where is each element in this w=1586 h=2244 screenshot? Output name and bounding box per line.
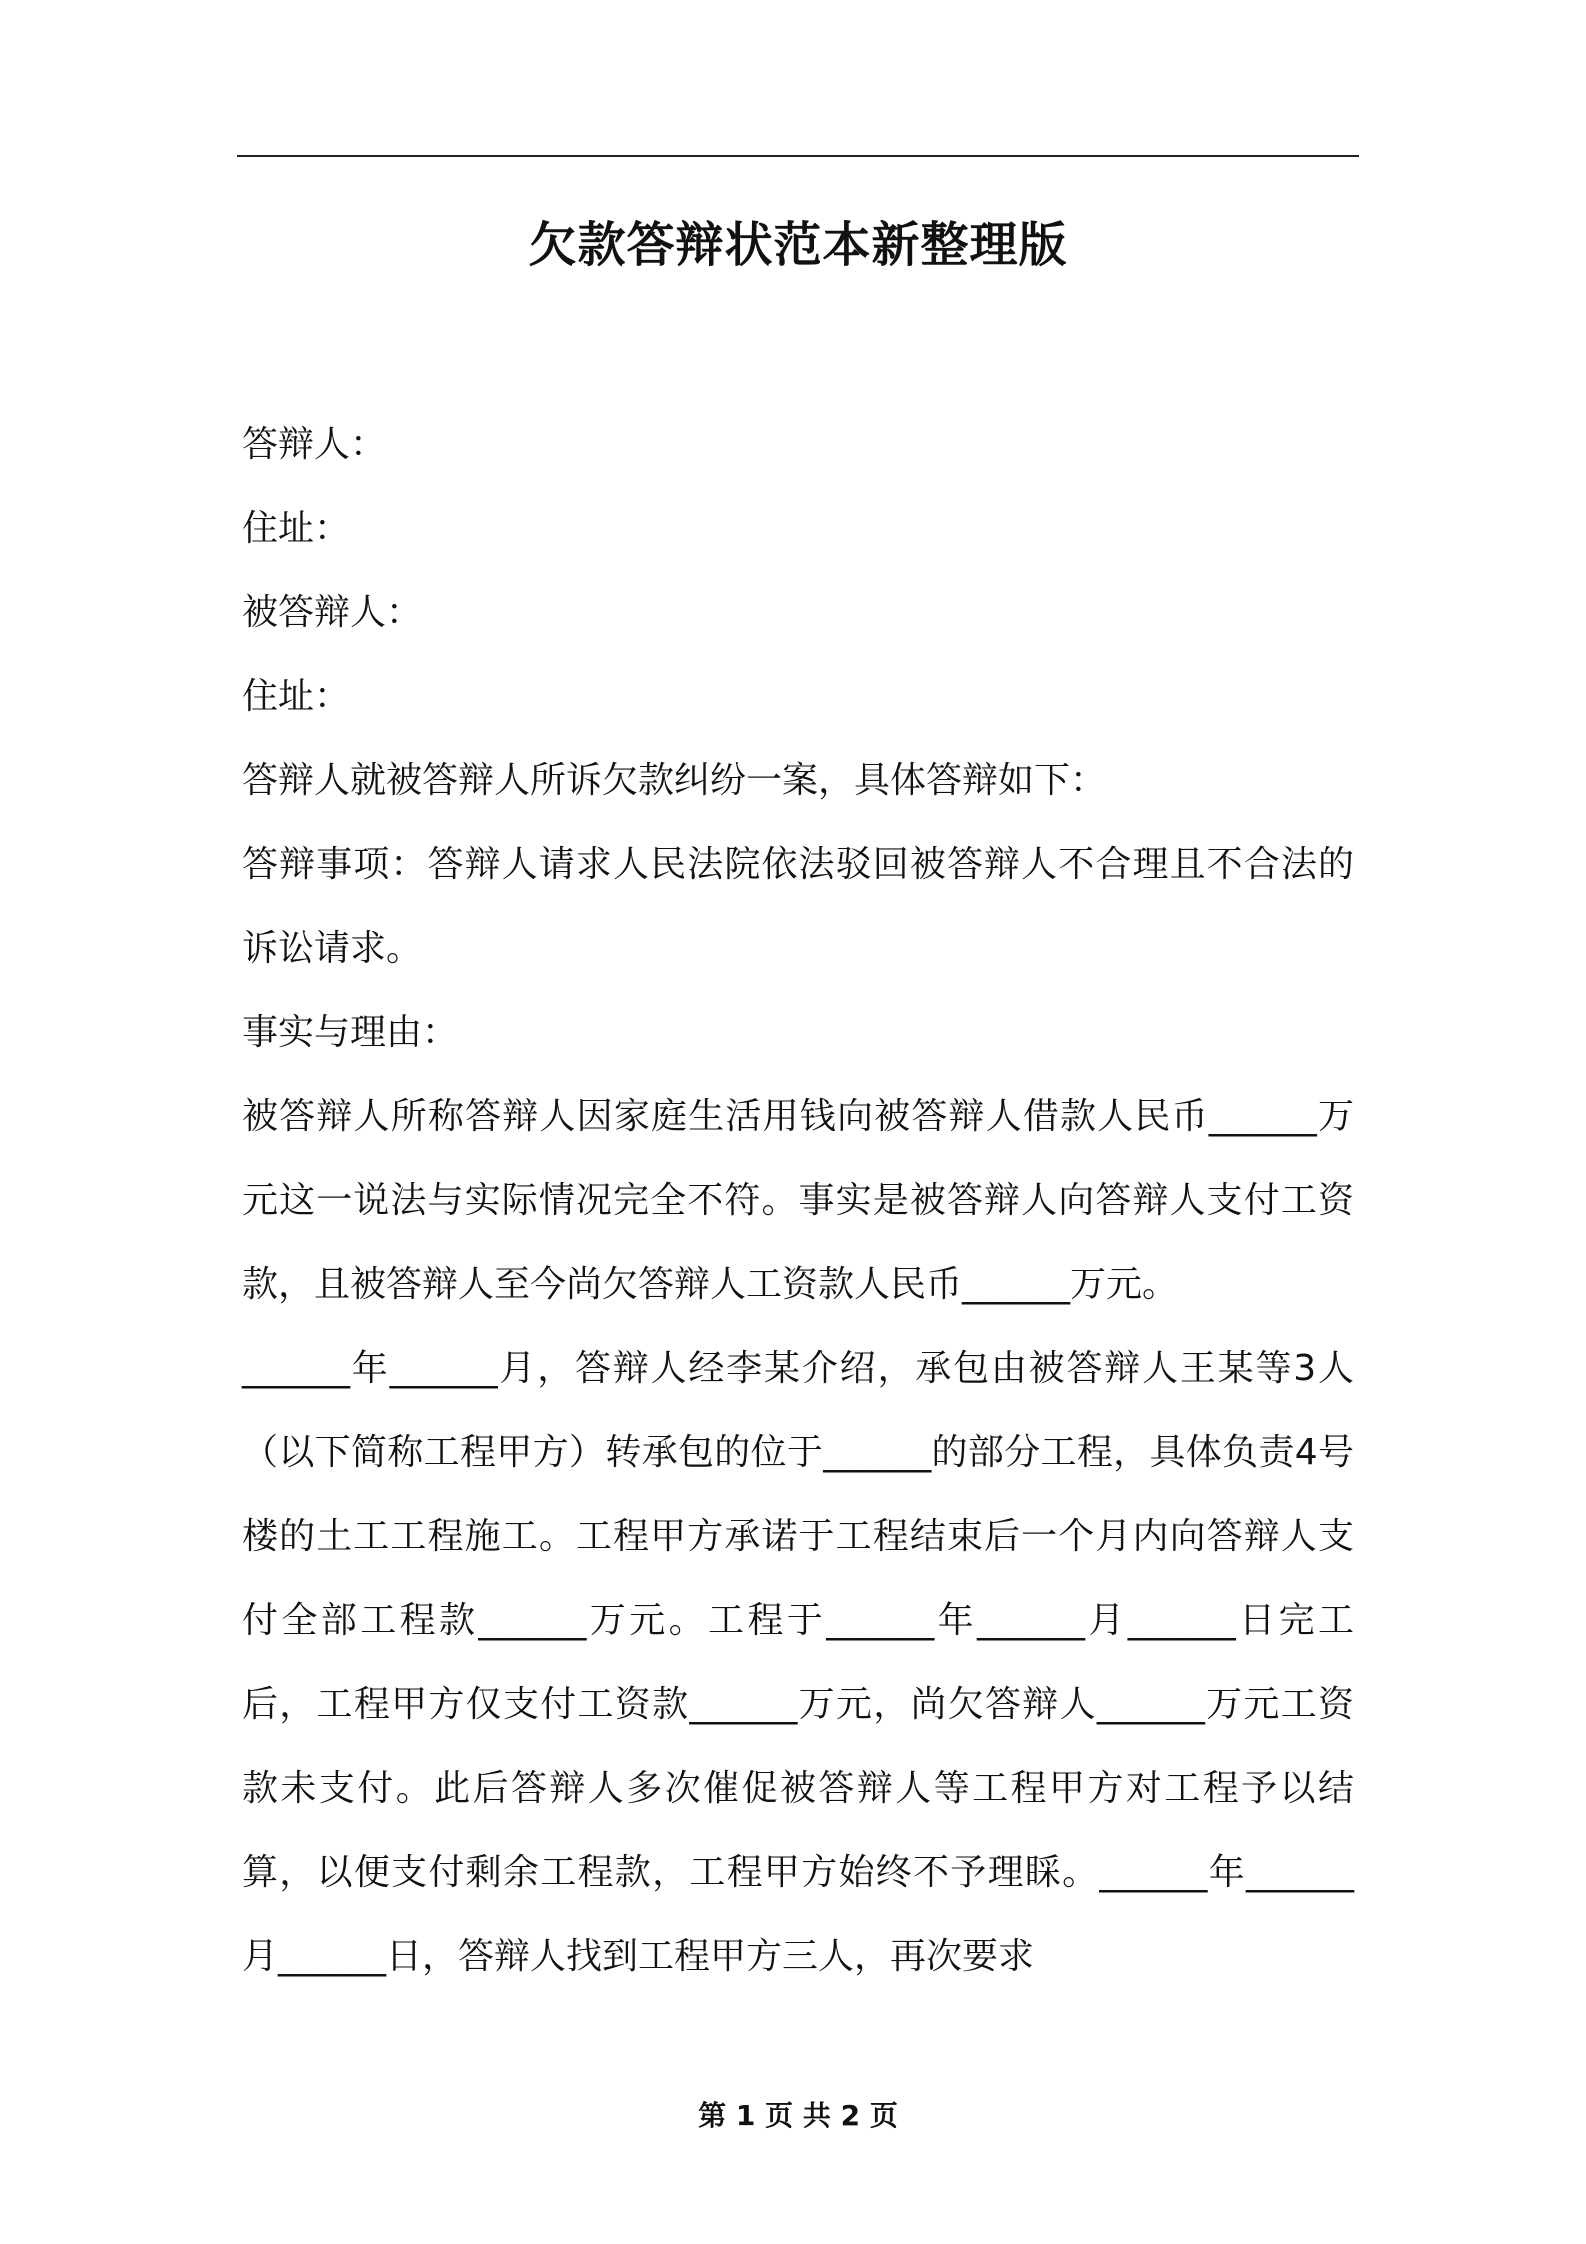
- field-plaintiff-address: 住址：: [242, 676, 351, 717]
- field-plaintiff: 被答辩人：: [242, 592, 423, 633]
- paragraph-facts-2: ______年______月，答辩人经李某介绍，承包由被答辩人王某等3人（以下简称工程甲方）转承包的位于______的部分工程，具体负责4号楼的土工工程施工。工程甲方承诺于工程结束后一个月内向答辩人支付全部工程款______万元。工程于______年______月______日完工后，工程甲方仅支付工资款______万元，尚欠答辩人______万元工资款未支付。此后答辩人多次催促被答辩人等工程甲方对工程予以结算，以便支付剩余工程款，工程甲方始终不予理睬。______年______月______日，答辩人找到工程甲方三人，再次要求: [242, 1348, 1354, 1977]
- field-respondent-address: 住址：: [242, 508, 351, 549]
- field-respondent: 答辩人：: [242, 424, 387, 465]
- paragraph-defense-matters: 答辩事项：答辩人请求人民法院依法驳回被答辩人不合理且不合法的诉讼请求。: [242, 844, 1354, 969]
- paragraph-facts-1: 被答辩人所称答辩人因家庭生活用钱向被答辩人借款人民币______万元这一说法与实际情况完全不符。事实是被答辩人向答辩人支付工资款，且被答辩人至今尚欠答辩人工资款人民币______万元。: [242, 1096, 1354, 1305]
- document-title: 欠款答辩状范本新整理版: [528, 217, 1068, 273]
- paragraph-intro: 答辩人就被答辩人所诉欠款纠纷一案，具体答辩如下：: [242, 760, 1107, 801]
- page-number-footer: 第 1 页 共 2 页: [698, 2099, 898, 2132]
- document-body: [242, 403, 1354, 1999]
- paragraph-facts-heading: 事实与理由：: [242, 1012, 459, 1053]
- header-rule: [237, 155, 1359, 157]
